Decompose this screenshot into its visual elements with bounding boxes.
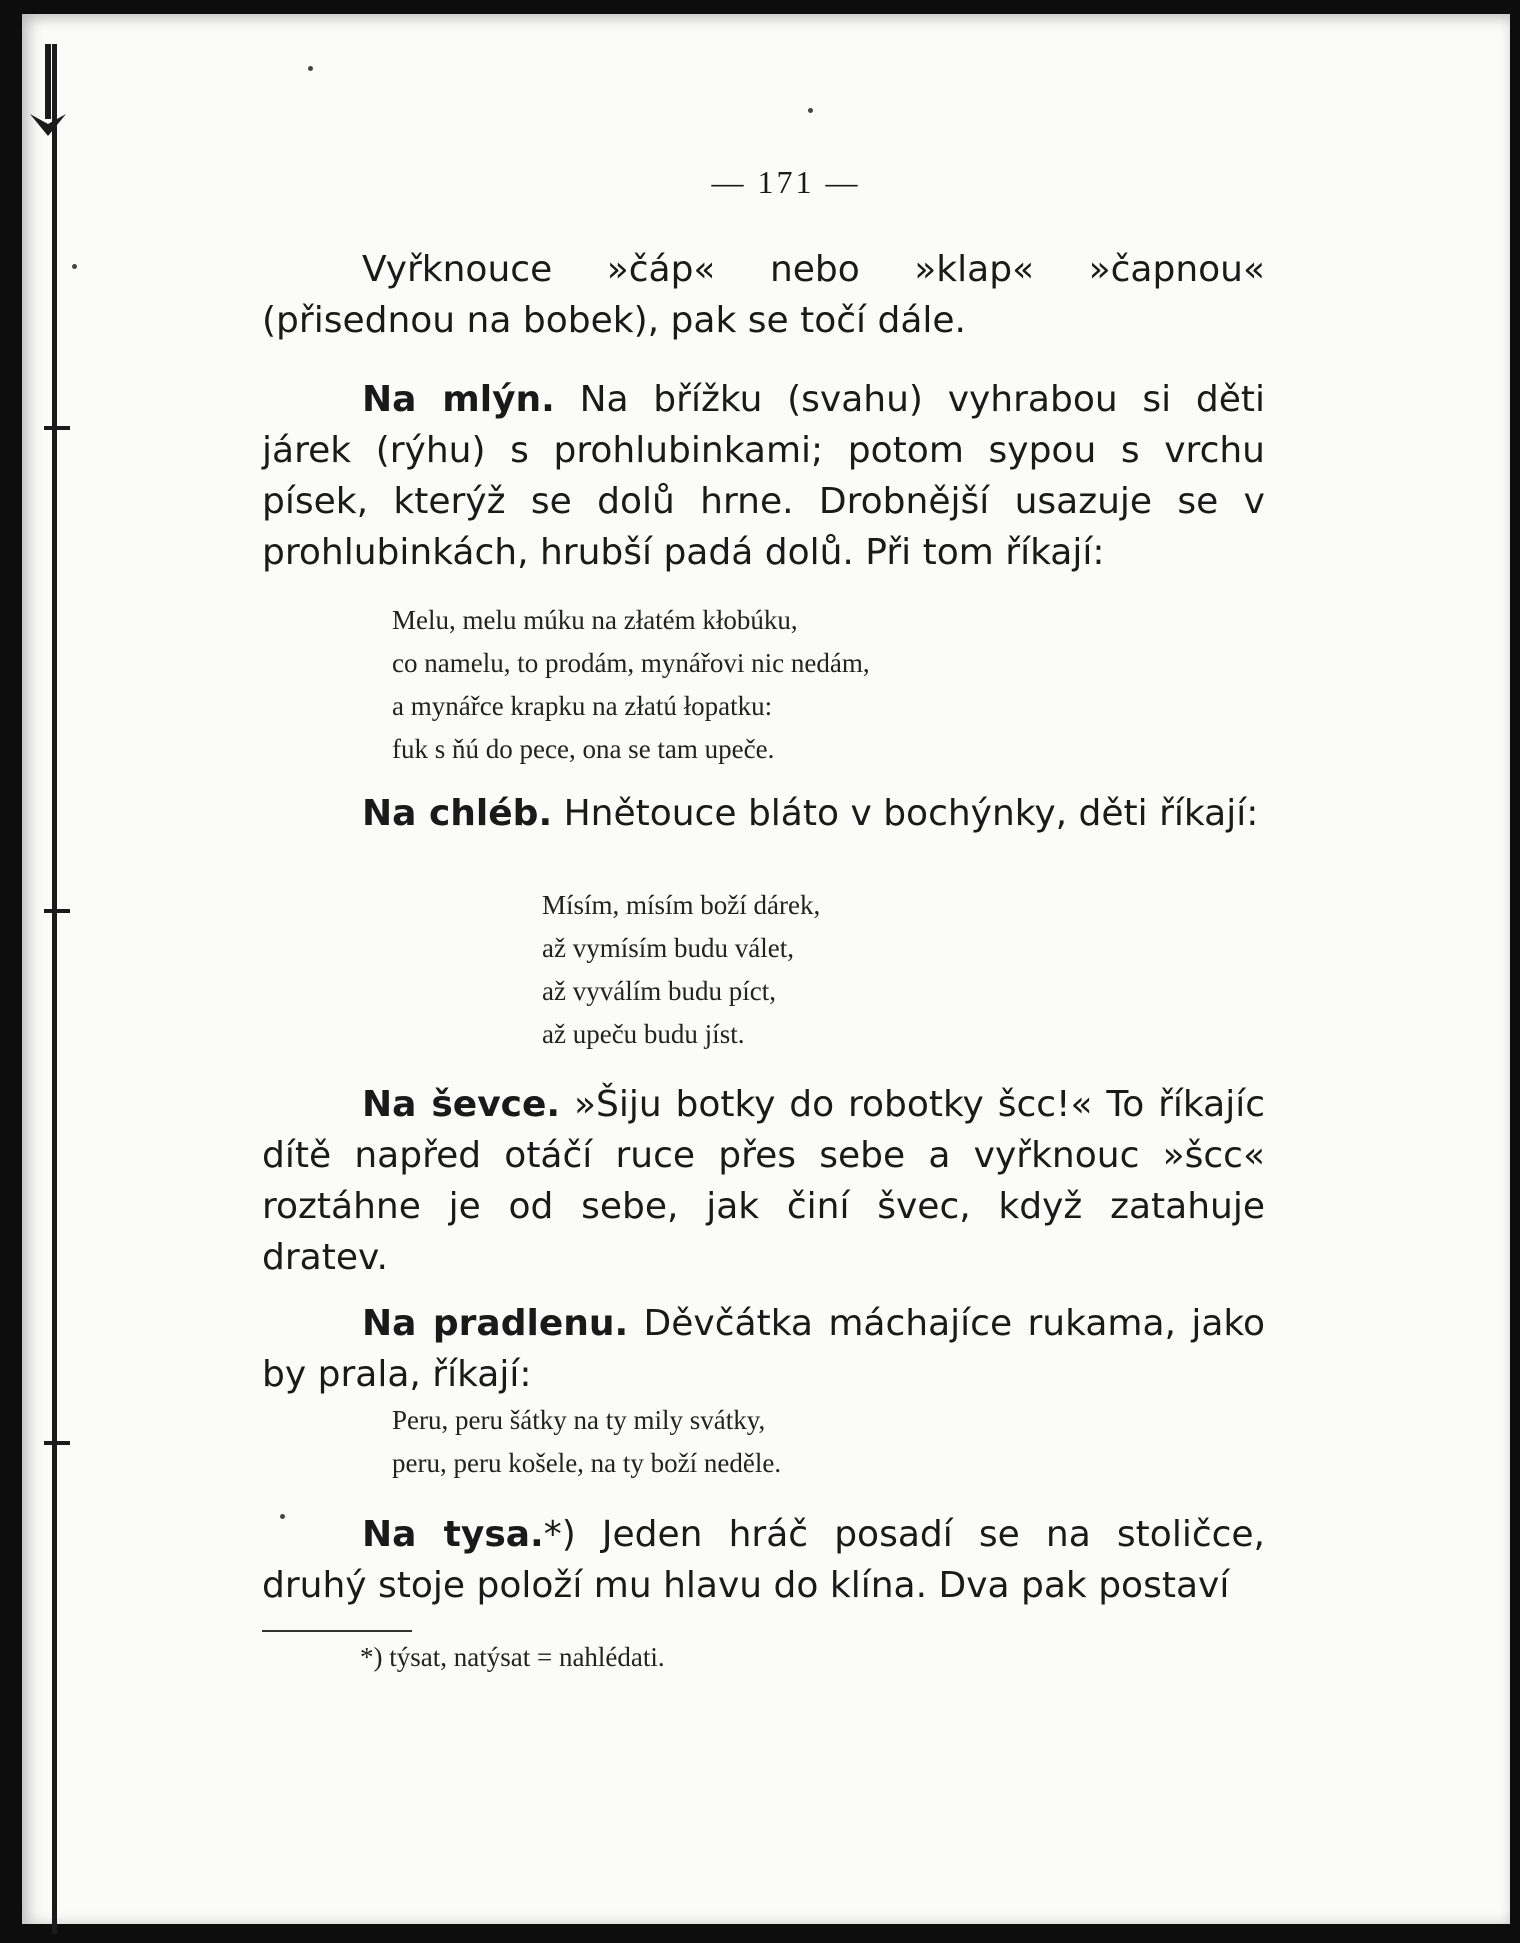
verse-line: až upeču budu jíst. <box>542 1019 745 1049</box>
verse-line: a mynářce krapku na złatú łopatku: <box>392 691 773 721</box>
footnote-mark: *) <box>543 1514 576 1555</box>
binding-arrow-icon <box>28 44 68 139</box>
verse-line: peru, peru košele, na ty boží neděle. <box>392 1448 782 1478</box>
paragraph-mlyn <box>262 374 1265 578</box>
verse-line: fuk s ňú do pece, ona se tam upeče. <box>392 734 775 764</box>
section-heading: Na pradlenu. <box>362 1303 629 1344</box>
verse-line: Peru, peru šátky na ty mily svátky, <box>392 1405 766 1435</box>
paragraph-pradlena <box>262 1298 1265 1400</box>
footnote: *) týsat, natýsat = nahlédati. <box>360 1642 665 1672</box>
paragraph-text: »Šiju botky do robotky šcc!« To říkajíc dítě napřed otáčí ruce přes sebe a vyřknouc »šcc« roztáhne je od sebe, jak činí švec, když zatahuje dratev. <box>262 1084 1265 1278</box>
binding-tick-mark <box>44 1441 70 1445</box>
section-heading: Na ševce. <box>362 1084 561 1125</box>
binding-tick-mark <box>44 426 70 430</box>
verse-line: co namelu, to prodám, mynářovi nic nedám, <box>392 648 870 678</box>
verse-pradlena <box>392 1399 1395 1485</box>
page-number: — 171 — <box>711 164 861 200</box>
paragraph-text: Na břížku (svahu) vyhrabou si děti járek (rýhu) s prohlubinkami; potom sypou s vrchu písek, kterýž se dolů hrne. Drobnější usazuje se v prohlubinkách, hrubší padá dolů. Při tom říkají: <box>262 379 1265 573</box>
verse-line: až vymísím budu válet, <box>542 933 794 963</box>
verse-chleb <box>542 884 1520 1056</box>
paragraph-text: Děvčátka máchajíce rukama, jako by prala, říkají: <box>262 1303 1265 1395</box>
section-heading: Na mlýn. <box>362 379 555 420</box>
paragraph-text: Jeden hráč posadí se na stoličce, druhý stoje položí mu hlavu do klína. Dva pak postaví <box>262 1514 1265 1606</box>
paragraph-text: Vyřknouce »čáp« nebo »klap« »čapnou« (přisednou na bobek), pak se točí dále. <box>262 249 1265 341</box>
binding-edge-line <box>52 44 57 1934</box>
paragraph-svec <box>262 1079 1265 1283</box>
speck <box>808 108 813 113</box>
verse-line: Mísím, mísím boží dárek, <box>542 890 821 920</box>
paragraph-cap <box>262 244 1265 346</box>
section-heading: Na chléb. <box>362 793 553 834</box>
paragraph-chleb <box>262 788 1265 839</box>
paragraph-text: Hnětouce bláto v bochýnky, děti říkají: <box>552 793 1259 834</box>
paragraph-tysa <box>262 1509 1265 1611</box>
verse-line: až vyválím budu píct, <box>542 976 776 1006</box>
verse-mlyn <box>392 599 1395 771</box>
speck <box>308 66 313 71</box>
section-heading: Na tysa. <box>362 1514 544 1555</box>
speck <box>72 264 77 269</box>
binding-tick-mark <box>44 909 70 913</box>
footnote-rule <box>262 1630 412 1632</box>
verse-line: Melu, melu múku na złatém kłobúku, <box>392 605 798 635</box>
book-page <box>22 14 1510 1924</box>
